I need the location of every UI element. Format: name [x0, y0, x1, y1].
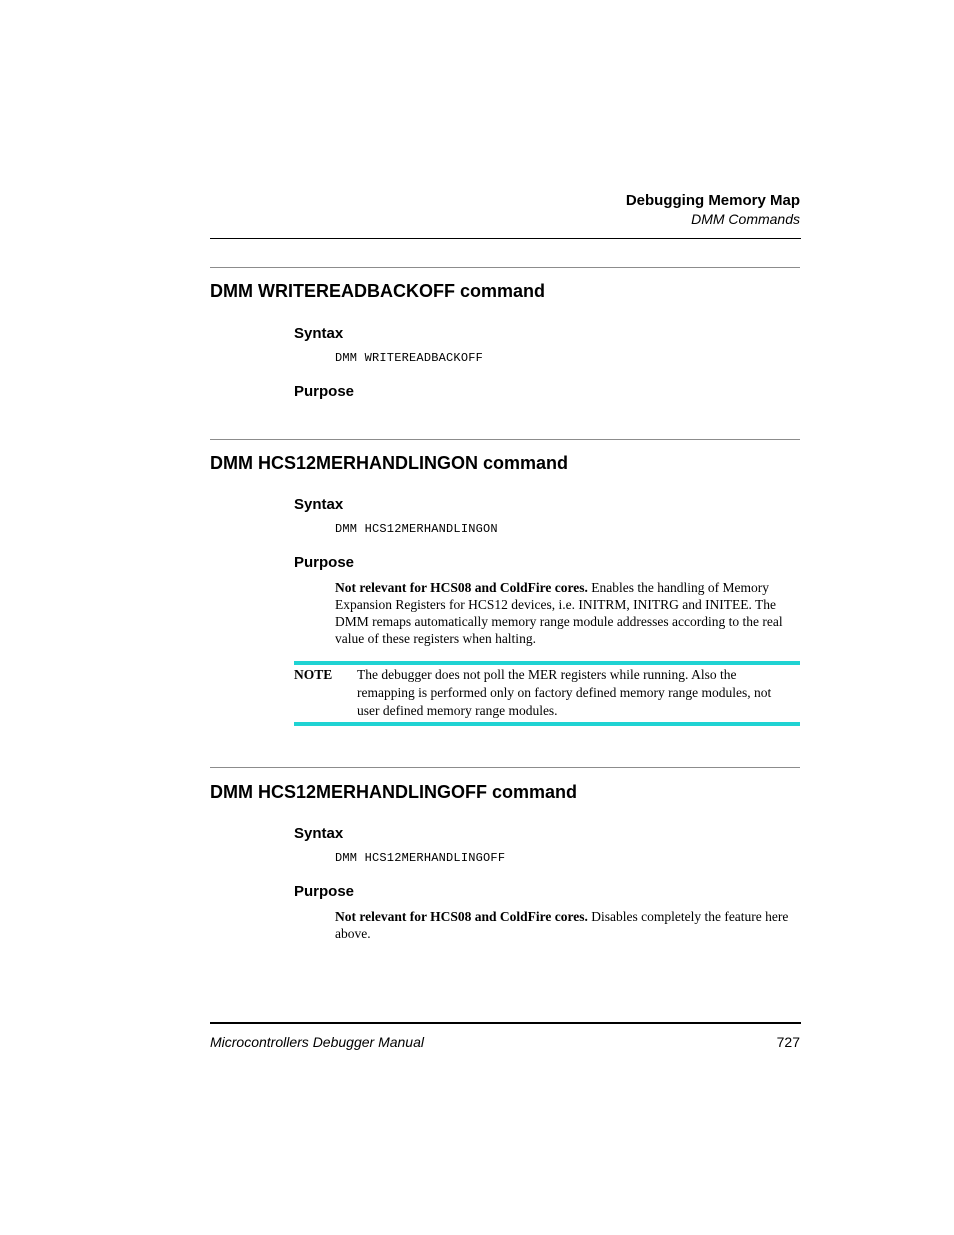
purpose-text: Enables the handling of Memory Expansion Registers for HCS12 devices, i.e. INITRM, INITRG and INITEE. The DMM remaps automatically memory range module addresses according to the real value of these registers when halting.	[335, 580, 783, 646]
header-subtitle: DMM Commands	[691, 211, 800, 227]
footer-rule	[210, 1022, 801, 1024]
note-top-bar	[294, 661, 800, 665]
header-rule	[210, 238, 801, 239]
section-heading-merhandlingoff: DMM HCS12MERHANDLINGOFF command	[210, 782, 578, 802]
note-bottom-bar	[294, 722, 800, 726]
syntax-heading: Syntax	[294, 825, 344, 842]
section-divider	[210, 767, 800, 768]
purpose-emphasis: Not relevant for HCS08 and ColdFire cores.	[335, 580, 588, 595]
footer-title: Microcontrollers Debugger Manual	[210, 1034, 424, 1050]
section-divider	[210, 439, 800, 440]
section-heading-writereadbackoff: DMM WRITEREADBACKOFF command	[210, 281, 545, 301]
syntax-code: DMM HCS12MERHANDLINGON	[335, 522, 498, 536]
header-title: Debugging Memory Map	[625, 192, 800, 209]
purpose-heading: Purpose	[294, 883, 355, 900]
purpose-emphasis: Not relevant for HCS08 and ColdFire cores.	[335, 909, 588, 924]
note-text: The debugger does not poll the MER registers while running. Also the remapping is performed only on factory defined memory range modules, not user defined memory range modules.	[357, 667, 772, 718]
running-header	[626, 191, 800, 228]
syntax-heading: Syntax	[294, 496, 344, 513]
purpose-paragraph	[335, 579, 800, 647]
section-divider	[210, 267, 800, 268]
purpose-heading: Purpose	[294, 383, 355, 400]
syntax-heading: Syntax	[294, 325, 344, 342]
purpose-paragraph	[335, 908, 800, 942]
purpose-text: Disables completely the feature here above.	[335, 909, 789, 941]
syntax-code: DMM HCS12MERHANDLINGOFF	[335, 851, 506, 865]
syntax-code: DMM WRITEREADBACKOFF	[335, 351, 484, 365]
page-number: 727	[776, 1034, 800, 1050]
purpose-heading: Purpose	[294, 554, 355, 571]
note-label: NOTE	[294, 667, 333, 682]
section-heading-merhandlingon: DMM HCS12MERHANDLINGON command	[210, 453, 569, 473]
